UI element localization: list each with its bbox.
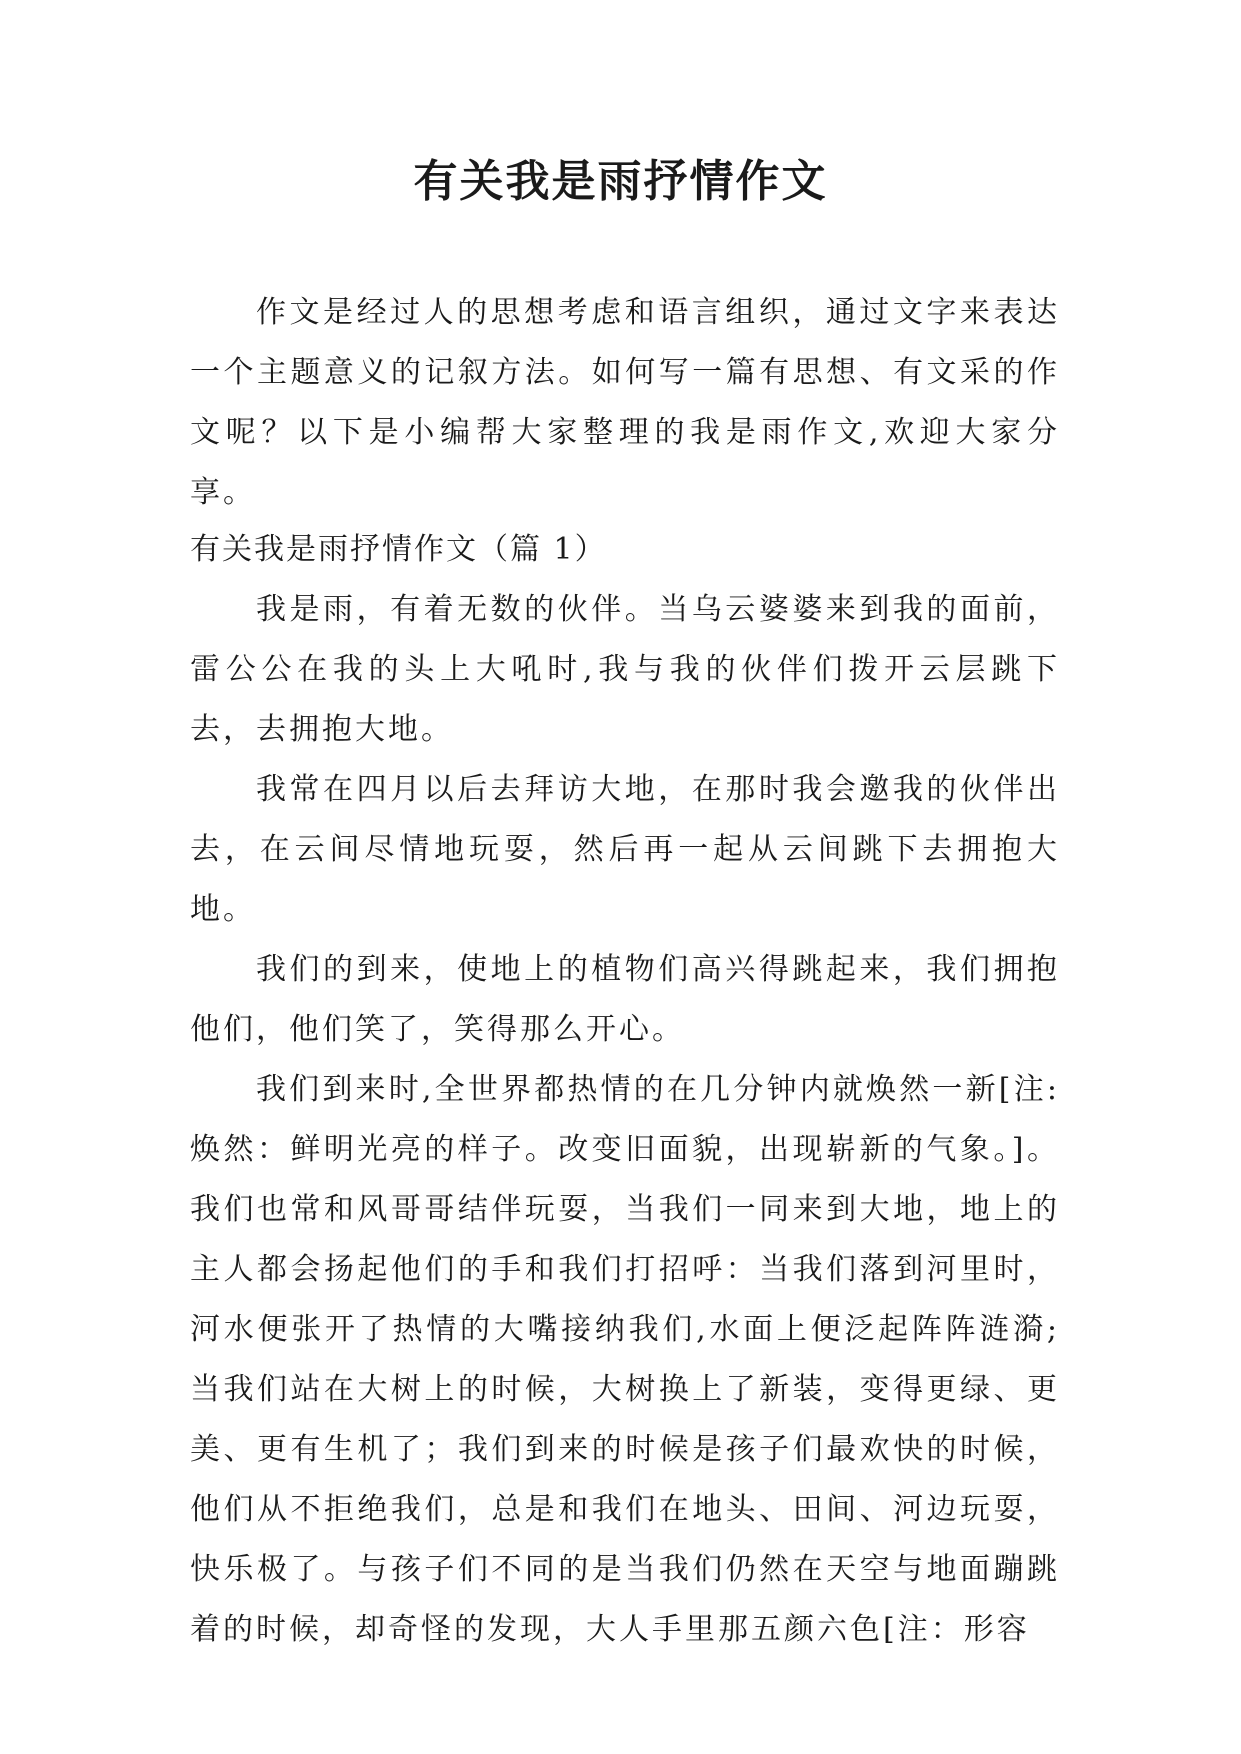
paragraph-3: 我们的到来，使地上的植物们高兴得跳起来，我们拥抱他们，他们笑了，笑得那么开心。 [190,952,1060,1047]
paragraph-1: 我是雨，有着无数的伙伴。当乌云婆婆来到我的面前，雷公公在我的头上大吼时,我与我的伙伴们拨开云层跳下去，去拥抱大地。 [190,592,1060,747]
paragraph-4: 我们到来时,全世界都热情的在几分钟内就焕然一新[注:焕然：鲜明光亮的样子。改变旧面貌，出现崭新的气象。]。我们也常和风哥哥结伴玩耍，当我们一同来到大地，地上的主人都会扬起他们的手和我们打招呼：当我们落到河里时，河水便张开了热情的大嘴接纳我们,水面上便泛起阵阵涟漪;当我们站在大树上的时候，大树换上了新装，变得更绿、更美、更有生机了；我们到来的时候是孩子们最欢快的时候，他们从不拒绝我们，总是和我们在地头、田间、河边玩耍，快乐极了。与孩子们不同的是当我们仍然在天空与地面蹦跳着的时候，却奇怪的发现，大人手里那五颜六色[注：形容 [190,1072,1060,1647]
article-body [190,580,1060,1660]
paragraph-2: 我常在四月以后去拜访大地，在那时我会邀我的伙伴出去，在云间尽情地玩耍，然后再一起从云间跳下去拥抱大地。 [190,772,1060,927]
document-title: 有关我是雨抒情作文 [413,156,828,207]
section-heading: 有关我是雨抒情作文（篇 1） [190,532,607,567]
intro-paragraph [190,283,1060,523]
intro-text: 作文是经过人的思想考虑和语言组织，通过文字来表达一个主题意义的记叙方法。如何写一篇有思想、有文采的作文呢？以下是小编帮大家整理的我是雨作文,欢迎大家分享。 [190,295,1060,510]
